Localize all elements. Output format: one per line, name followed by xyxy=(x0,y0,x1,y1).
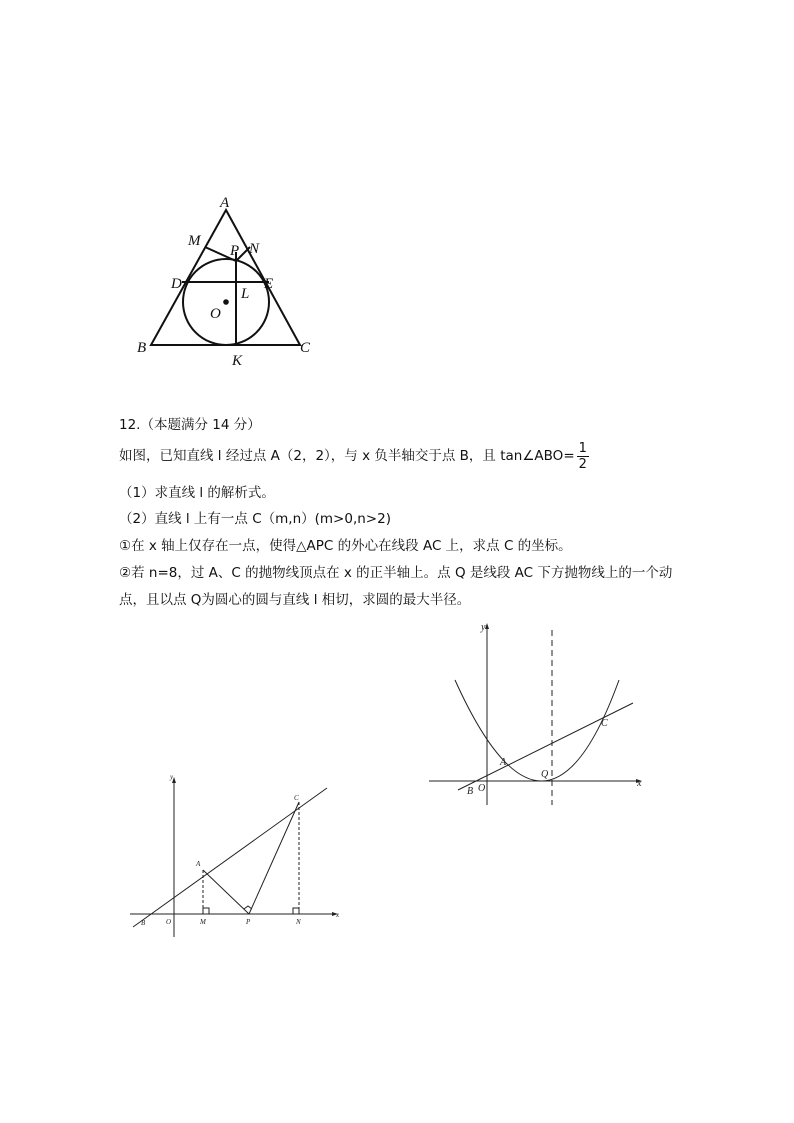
label-p: P xyxy=(246,918,251,926)
triangle-incircle-figure xyxy=(130,195,330,375)
label-x: x xyxy=(637,778,642,789)
label-c: C xyxy=(601,718,608,729)
problem-header: 12.（本题满分 14 分） xyxy=(119,417,261,433)
segment-pc xyxy=(249,802,299,914)
label-a: A xyxy=(220,195,230,211)
problem-line1 xyxy=(119,438,589,474)
line-triangle-figure xyxy=(125,770,345,940)
label-l: L xyxy=(241,286,250,302)
label-a: A xyxy=(500,757,507,768)
line-l xyxy=(133,788,327,927)
right-angle-n xyxy=(293,908,299,914)
segment-ap xyxy=(203,870,249,914)
label-b: B xyxy=(467,786,474,797)
label-b: B xyxy=(141,919,146,927)
problem-sub2-line2: 点，且以点 Q为圆心的圆与直线 l 相切，求圆的最大半径。 xyxy=(119,592,471,608)
label-a: A xyxy=(196,860,201,868)
label-n: N xyxy=(249,241,260,257)
label-q: Q xyxy=(541,769,549,780)
label-x: x xyxy=(336,911,340,919)
fraction-one-half xyxy=(577,441,589,472)
right-angle-p xyxy=(244,906,252,909)
label-n: N xyxy=(296,918,301,926)
label-c: C xyxy=(294,794,299,802)
center-dot xyxy=(223,299,229,305)
problem-sub2-line1: ②若 n=8，过 A、C 的抛物线顶点在 x 的正半轴上。点 Q 是线段 AC 下方抛物线上的一个动 xyxy=(119,565,673,581)
right-angle-m xyxy=(203,908,209,914)
label-m: M xyxy=(188,233,201,249)
label-k: K xyxy=(232,353,243,369)
label-o: O xyxy=(210,306,221,322)
problem-statement: 如图，已知直线 l 经过点 A（2，2），与 x 负半轴交于点 B，且 tan∠ABO= xyxy=(119,448,575,464)
label-o: O xyxy=(166,918,172,926)
label-y: y xyxy=(481,622,486,633)
fraction-numerator: 1 xyxy=(578,440,587,456)
label-p: P xyxy=(230,243,240,259)
label-b: B xyxy=(137,340,147,356)
problem-part2: （2）直线 l 上有一点 C（m,n）(m>0,n>2) xyxy=(119,511,391,527)
parabola-figure xyxy=(425,620,650,810)
label-e: E xyxy=(264,276,274,292)
label-y: y xyxy=(170,773,174,781)
label-c: C xyxy=(300,340,311,356)
fraction-denominator: 2 xyxy=(578,456,587,472)
label-o: O xyxy=(478,783,486,794)
problem-part1: （1）求直线 l 的解析式。 xyxy=(119,485,275,501)
label-d: D xyxy=(171,276,182,292)
problem-sub1: ①在 x 轴上仅存在一点，使得△APC 的外心在线段 AC 上，求点 C 的坐标。 xyxy=(119,538,572,554)
parabola-curve xyxy=(455,680,619,781)
y-axis-arrow xyxy=(485,623,489,629)
label-m: M xyxy=(200,918,206,926)
